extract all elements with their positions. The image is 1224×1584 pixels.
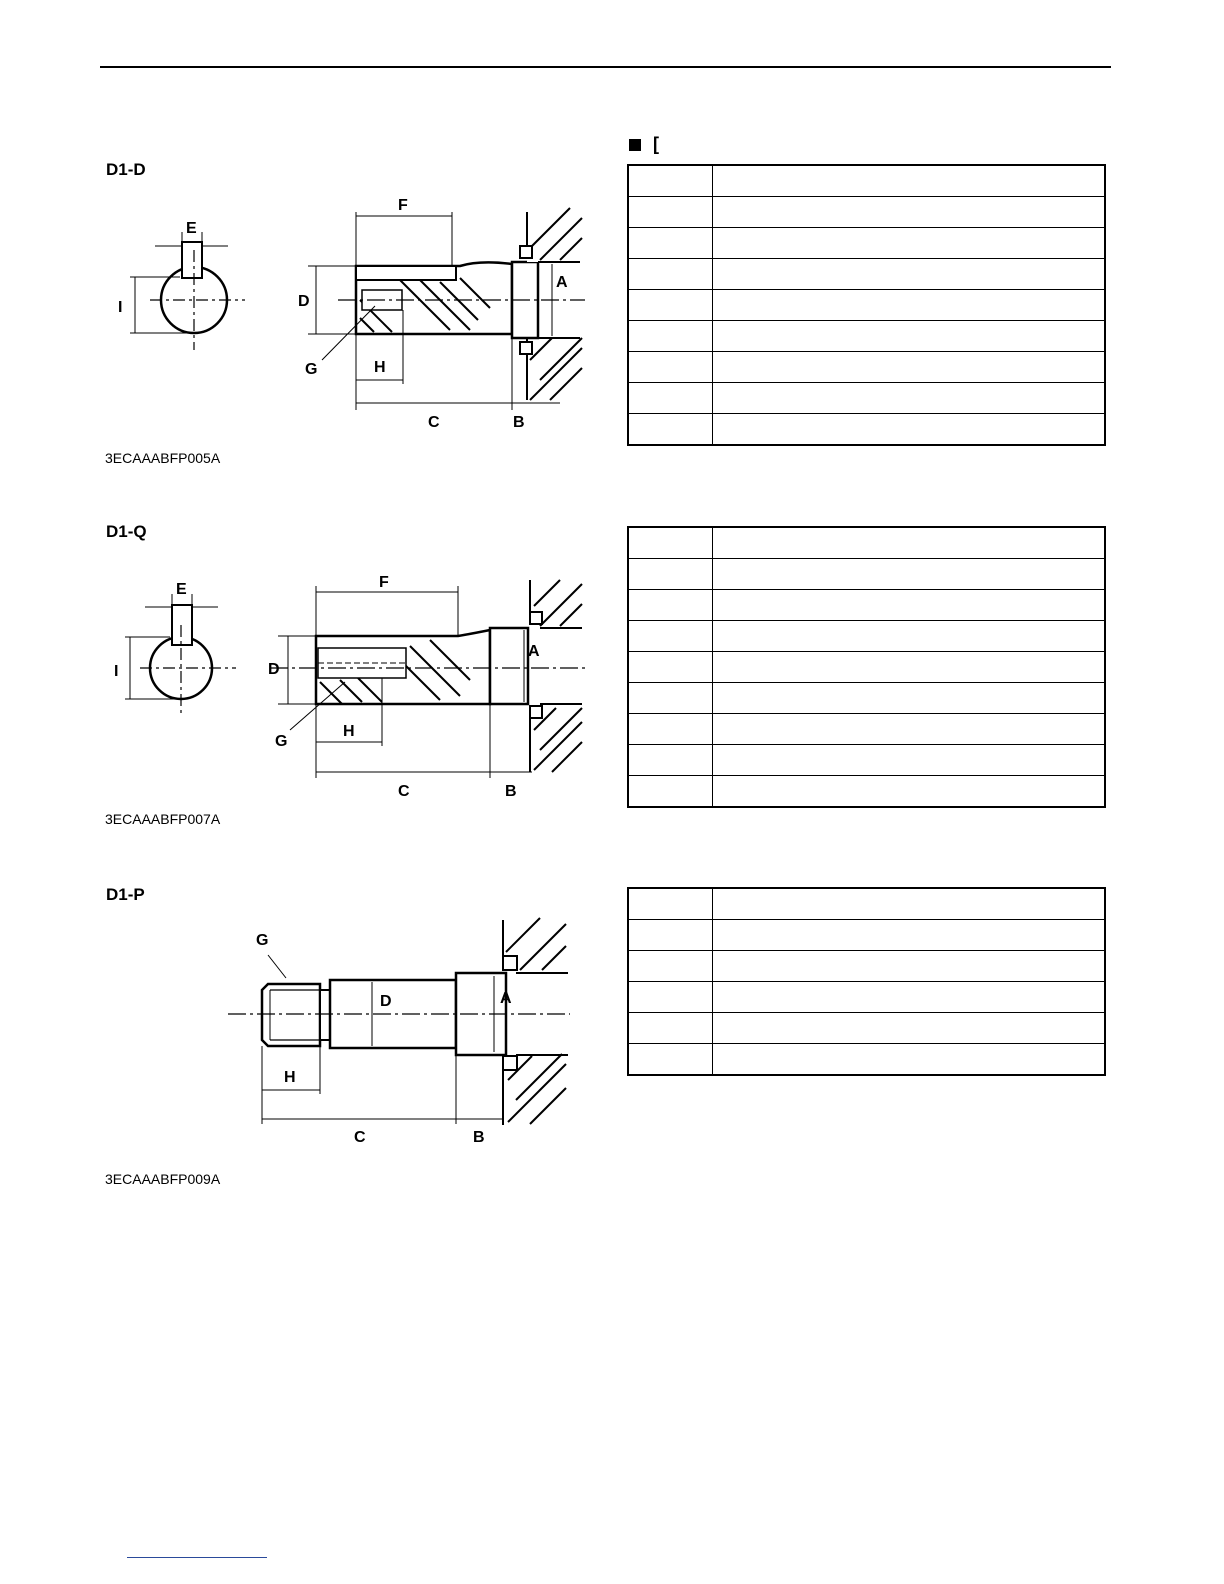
- table-row: [628, 165, 1105, 197]
- table-row: [628, 652, 1105, 683]
- table-row: [628, 714, 1105, 745]
- d1p-label-c: C: [354, 1129, 366, 1146]
- figure-d1q: [0, 560, 600, 805]
- square-bullet-icon: [629, 139, 641, 151]
- d1d-label-h: H: [374, 359, 386, 376]
- table-row: [628, 920, 1105, 951]
- section-title-d1p: D1-P: [106, 885, 145, 904]
- spec-table-d1d: [627, 164, 1106, 446]
- figure-id-d1p: 3ECAAABFP009A: [105, 1171, 221, 1187]
- d1p-label-a: A: [500, 990, 512, 1007]
- spec-table-d1q: [627, 526, 1106, 808]
- table-row: [628, 383, 1105, 414]
- table-row: [628, 1013, 1105, 1044]
- d1p-label-d: D: [380, 993, 392, 1010]
- table-heading: [629, 134, 659, 155]
- d1q-keyway: [172, 605, 192, 645]
- d1q-label-a: A: [528, 643, 540, 660]
- d1d-label-i: I: [118, 299, 123, 316]
- d1p-label-g: G: [256, 932, 269, 949]
- figure-id-d1d: 3ECAAABFP005A: [105, 450, 221, 466]
- d1d-label-c: C: [428, 414, 440, 431]
- table-row: [628, 888, 1105, 920]
- d1q-label-f: F: [379, 574, 389, 591]
- d1d-label-d: D: [298, 293, 310, 310]
- table-row: [628, 621, 1105, 652]
- section-title-d1q: D1-Q: [106, 522, 147, 541]
- d1d-label-e: E: [186, 220, 197, 237]
- footer-link-underline[interactable]: [127, 1557, 267, 1558]
- table-heading-text: [: [653, 134, 659, 154]
- figure-id-d1q: 3ECAAABFP007A: [105, 811, 221, 827]
- table-row: [628, 745, 1105, 776]
- table-row: [628, 352, 1105, 383]
- d1q-label-d: D: [268, 661, 280, 678]
- table-row: [628, 197, 1105, 228]
- section-title-d1d: D1-D: [106, 160, 146, 179]
- d1q-label-c: C: [398, 783, 410, 800]
- d1q-label-i: I: [114, 663, 119, 680]
- d1d-label-f: F: [398, 197, 408, 214]
- table-row: [628, 982, 1105, 1013]
- table-row: [628, 527, 1105, 559]
- d1q-label-h: H: [343, 723, 355, 740]
- d1q-label-e: E: [176, 581, 187, 598]
- table-row: [628, 321, 1105, 352]
- table-row: [628, 683, 1105, 714]
- d1p-label-h: H: [284, 1069, 296, 1086]
- table-row: [628, 1044, 1105, 1076]
- d1q-label-b: B: [505, 783, 517, 800]
- figure-d1d: [0, 180, 600, 440]
- table-row: [628, 776, 1105, 808]
- table-row: [628, 951, 1105, 982]
- table-row: [628, 228, 1105, 259]
- d1p-threaded-end: [262, 984, 320, 1046]
- table-row: [628, 559, 1105, 590]
- d1d-keyway: [182, 242, 202, 278]
- d1d-label-g: G: [305, 361, 318, 378]
- d1d-label-b: B: [513, 414, 525, 431]
- spec-table-d1p: [627, 887, 1106, 1076]
- table-row: [628, 590, 1105, 621]
- table-row: [628, 259, 1105, 290]
- d1d-label-a: A: [556, 274, 568, 291]
- d1q-label-g: G: [275, 733, 288, 750]
- table-row: [628, 290, 1105, 321]
- d1p-label-b: B: [473, 1129, 485, 1146]
- header-rule: [100, 66, 1111, 68]
- table-row: [628, 414, 1105, 446]
- figure-d1p: [0, 915, 600, 1155]
